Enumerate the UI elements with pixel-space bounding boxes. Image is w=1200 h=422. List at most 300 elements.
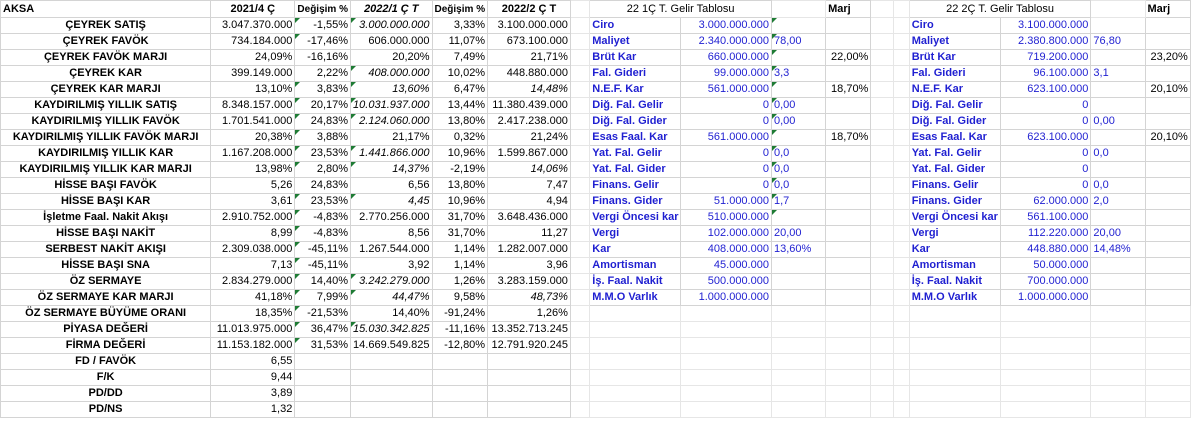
income2-marj-header[interactable]: Marj: [1145, 1, 1190, 18]
change-1-cell[interactable]: 2,80%: [295, 162, 351, 178]
empty-cell[interactable]: [894, 338, 910, 354]
value-2022-2-cell[interactable]: 1.599.867.000: [488, 146, 571, 162]
empty-cell[interactable]: [1091, 306, 1145, 322]
income2-marj2-cell[interactable]: [1145, 98, 1190, 114]
col-header-change-2[interactable]: Değişim %: [432, 1, 488, 18]
change-1-cell[interactable]: 2,22%: [295, 66, 351, 82]
empty-cell[interactable]: [1145, 338, 1190, 354]
income1-marj2-cell[interactable]: 22,00%: [826, 50, 871, 66]
empty-cell[interactable]: [590, 402, 681, 418]
change-2-cell[interactable]: 10,96%: [432, 146, 488, 162]
income1-label-cell[interactable]: M.M.O Varlık: [590, 290, 681, 306]
change-1-cell[interactable]: -45,11%: [295, 242, 351, 258]
value-2022-1-cell[interactable]: 13,60%: [351, 82, 432, 98]
income2-value-cell[interactable]: 1.000.000.000: [1000, 290, 1090, 306]
spacer-cell[interactable]: [894, 258, 910, 274]
income1-value-cell[interactable]: 99.000.000: [681, 66, 771, 82]
income2-value-cell[interactable]: 561.100.000: [1000, 210, 1090, 226]
income2-marj1-cell[interactable]: [1091, 18, 1145, 34]
empty-cell[interactable]: [909, 370, 1000, 386]
income1-label-cell[interactable]: N.E.F. Kar: [590, 82, 681, 98]
change-1-cell[interactable]: -4,83%: [295, 226, 351, 242]
income1-pad[interactable]: [871, 226, 894, 242]
income2-label-cell[interactable]: Amortisman: [909, 258, 1000, 274]
value-2021-4-cell[interactable]: 1.701.541.000: [211, 114, 295, 130]
change-2-cell[interactable]: [432, 354, 488, 370]
spacer-cell[interactable]: [570, 18, 589, 34]
income1-label-cell[interactable]: Maliyet: [590, 34, 681, 50]
income1-marj1-cell[interactable]: [771, 210, 825, 226]
income2-label-cell[interactable]: N.E.F. Kar: [909, 82, 1000, 98]
income2-value-cell[interactable]: 2.380.800.000: [1000, 34, 1090, 50]
empty-cell[interactable]: [1000, 386, 1090, 402]
spacer-cell[interactable]: [894, 290, 910, 306]
income2-marj2-cell[interactable]: [1145, 274, 1190, 290]
value-2022-1-cell[interactable]: 3,92: [351, 258, 432, 274]
empty-cell[interactable]: [871, 370, 894, 386]
empty-cell[interactable]: [771, 322, 825, 338]
value-2022-2-cell[interactable]: [488, 354, 571, 370]
empty-cell[interactable]: [826, 338, 871, 354]
spacer-cell[interactable]: [894, 194, 910, 210]
income1-label-cell[interactable]: Fal. Gideri: [590, 66, 681, 82]
value-2022-1-cell[interactable]: [351, 402, 432, 418]
change-1-cell[interactable]: [295, 354, 351, 370]
change-2-cell[interactable]: 10,96%: [432, 194, 488, 210]
empty-cell[interactable]: [1091, 386, 1145, 402]
value-2022-1-cell[interactable]: 10.031.937.000: [351, 98, 432, 114]
spacer-cell[interactable]: [570, 338, 589, 354]
col-header-2021-4[interactable]: 2021/4 Ç: [211, 1, 295, 18]
empty-cell[interactable]: [771, 370, 825, 386]
income1-value-cell[interactable]: 0: [681, 114, 771, 130]
income1-marj1-cell[interactable]: [771, 290, 825, 306]
spacer-cell[interactable]: [570, 210, 589, 226]
change-2-cell[interactable]: 9,58%: [432, 290, 488, 306]
income1-pad[interactable]: [871, 82, 894, 98]
income1-label-cell[interactable]: Yat. Fal. Gelir: [590, 146, 681, 162]
value-2022-2-cell[interactable]: 448.880.000: [488, 66, 571, 82]
income2-marj1-cell[interactable]: [1091, 290, 1145, 306]
income1-pad[interactable]: [871, 146, 894, 162]
income2-label-cell[interactable]: Yat. Fal. Gider: [909, 162, 1000, 178]
change-1-cell[interactable]: 20,17%: [295, 98, 351, 114]
income1-pad[interactable]: [871, 50, 894, 66]
income2-title-cell[interactable]: 22 2Ç T. Gelir Tablosu: [909, 1, 1091, 18]
empty-cell[interactable]: [871, 402, 894, 418]
income1-value-cell[interactable]: 0: [681, 178, 771, 194]
value-2021-4-cell[interactable]: 1.167.208.000: [211, 146, 295, 162]
income2-label-cell[interactable]: Finans. Gider: [909, 194, 1000, 210]
income1-marj-pad[interactable]: [871, 1, 894, 18]
income2-label-cell[interactable]: Maliyet: [909, 34, 1000, 50]
change-1-cell[interactable]: -21,53%: [295, 306, 351, 322]
value-2022-1-cell[interactable]: [351, 354, 432, 370]
income2-label-cell[interactable]: Diğ. Fal. Gelir: [909, 98, 1000, 114]
spacer-cell[interactable]: [894, 82, 910, 98]
spacer-cell[interactable]: [570, 194, 589, 210]
income1-value-cell[interactable]: 2.340.000.000: [681, 34, 771, 50]
empty-cell[interactable]: [771, 386, 825, 402]
income1-value-cell[interactable]: 660.000.000: [681, 50, 771, 66]
income2-marj2-cell[interactable]: 20,10%: [1145, 82, 1190, 98]
income1-marj1-cell[interactable]: 78,00: [771, 34, 825, 50]
empty-cell[interactable]: [909, 386, 1000, 402]
income1-marj1-cell[interactable]: 13,60%: [771, 242, 825, 258]
change-2-cell[interactable]: [432, 370, 488, 386]
value-2021-4-cell[interactable]: 734.184.000: [211, 34, 295, 50]
row-label-cell[interactable]: KAYDIRILMIŞ YILLIK FAVÖK MARJI: [1, 130, 211, 146]
value-2022-2-cell[interactable]: 14,48%: [488, 82, 571, 98]
spacer-cell[interactable]: [894, 1, 910, 18]
income2-marj1-cell[interactable]: 2,0: [1091, 194, 1145, 210]
value-2021-4-cell[interactable]: 41,18%: [211, 290, 295, 306]
income2-marj1-cell[interactable]: 20,00: [1091, 226, 1145, 242]
value-2022-2-cell[interactable]: 3.648.436.000: [488, 210, 571, 226]
income2-marj1-cell[interactable]: 0,0: [1091, 146, 1145, 162]
spacer-cell[interactable]: [570, 322, 589, 338]
change-2-cell[interactable]: 6,47%: [432, 82, 488, 98]
income2-value-cell[interactable]: 700.000.000: [1000, 274, 1090, 290]
spacer-cell[interactable]: [894, 210, 910, 226]
change-2-cell[interactable]: 7,49%: [432, 50, 488, 66]
change-1-cell[interactable]: -45,11%: [295, 258, 351, 274]
income1-marj1-cell[interactable]: 0,0: [771, 146, 825, 162]
income1-pad[interactable]: [871, 194, 894, 210]
empty-cell[interactable]: [894, 370, 910, 386]
empty-cell[interactable]: [1000, 338, 1090, 354]
income1-marj1-cell[interactable]: 3,3: [771, 66, 825, 82]
income2-label-cell[interactable]: Finans. Gelir: [909, 178, 1000, 194]
value-2021-4-cell[interactable]: 13,10%: [211, 82, 295, 98]
value-2022-1-cell[interactable]: [351, 386, 432, 402]
spacer-cell[interactable]: [894, 114, 910, 130]
value-2022-2-cell[interactable]: [488, 370, 571, 386]
value-2022-2-cell[interactable]: 11,27: [488, 226, 571, 242]
income2-marj1-cell[interactable]: [1091, 210, 1145, 226]
value-2021-4-cell[interactable]: 20,38%: [211, 130, 295, 146]
income1-value-cell[interactable]: 1.000.000.000: [681, 290, 771, 306]
value-2022-2-cell[interactable]: 21,71%: [488, 50, 571, 66]
empty-cell[interactable]: [590, 322, 681, 338]
value-2022-1-cell[interactable]: 1.441.866.000: [351, 146, 432, 162]
income1-marj1-cell[interactable]: [771, 18, 825, 34]
row-label-cell[interactable]: FİRMA DEĞERİ: [1, 338, 211, 354]
empty-cell[interactable]: [1000, 370, 1090, 386]
change-1-cell[interactable]: -1,55%: [295, 18, 351, 34]
value-2021-4-cell[interactable]: 2.309.038.000: [211, 242, 295, 258]
spacer-cell[interactable]: [570, 1, 589, 18]
income2-marj2-cell[interactable]: [1145, 66, 1190, 82]
change-1-cell[interactable]: 7,99%: [295, 290, 351, 306]
income2-value-cell[interactable]: 623.100.000: [1000, 130, 1090, 146]
spacer-cell[interactable]: [570, 354, 589, 370]
row-label-cell[interactable]: FD / FAVÖK: [1, 354, 211, 370]
change-2-cell[interactable]: [432, 402, 488, 418]
change-2-cell[interactable]: 11,07%: [432, 34, 488, 50]
value-2022-1-cell[interactable]: 2.124.060.000: [351, 114, 432, 130]
empty-cell[interactable]: [826, 370, 871, 386]
empty-cell[interactable]: [681, 322, 771, 338]
income2-label-cell[interactable]: Kar: [909, 242, 1000, 258]
income2-marj2-cell[interactable]: [1145, 258, 1190, 274]
value-2022-2-cell[interactable]: 3,96: [488, 258, 571, 274]
income1-pad[interactable]: [871, 114, 894, 130]
row-label-cell[interactable]: SERBEST NAKİT AKIŞI: [1, 242, 211, 258]
empty-cell[interactable]: [771, 306, 825, 322]
empty-cell[interactable]: [681, 402, 771, 418]
spacer-cell[interactable]: [894, 146, 910, 162]
value-2022-2-cell[interactable]: 1,26%: [488, 306, 571, 322]
empty-cell[interactable]: [1000, 354, 1090, 370]
row-label-cell[interactable]: PİYASA DEĞERİ: [1, 322, 211, 338]
row-label-cell[interactable]: ÇEYREK KAR: [1, 66, 211, 82]
empty-cell[interactable]: [894, 354, 910, 370]
empty-cell[interactable]: [681, 370, 771, 386]
income1-label-cell[interactable]: Diğ. Fal. Gider: [590, 114, 681, 130]
income1-marj2-cell[interactable]: [826, 34, 871, 50]
income2-marj2-cell[interactable]: [1145, 18, 1190, 34]
income1-marj1-cell[interactable]: 0,00: [771, 114, 825, 130]
income2-marj1-cell[interactable]: 3,1: [1091, 66, 1145, 82]
value-2021-4-cell[interactable]: 11.013.975.000: [211, 322, 295, 338]
empty-cell[interactable]: [1145, 354, 1190, 370]
empty-cell[interactable]: [1091, 338, 1145, 354]
value-2021-4-cell[interactable]: 5,26: [211, 178, 295, 194]
change-2-cell[interactable]: 1,14%: [432, 242, 488, 258]
value-2021-4-cell[interactable]: 7,13: [211, 258, 295, 274]
empty-cell[interactable]: [871, 354, 894, 370]
value-2022-2-cell[interactable]: [488, 402, 571, 418]
empty-cell[interactable]: [681, 386, 771, 402]
empty-cell[interactable]: [871, 306, 894, 322]
value-2022-2-cell[interactable]: 48,73%: [488, 290, 571, 306]
spacer-cell[interactable]: [570, 82, 589, 98]
empty-cell[interactable]: [826, 322, 871, 338]
empty-cell[interactable]: [826, 402, 871, 418]
income2-value-cell[interactable]: 3.100.000.000: [1000, 18, 1090, 34]
spacer-cell[interactable]: [894, 162, 910, 178]
empty-cell[interactable]: [871, 338, 894, 354]
value-2021-4-cell[interactable]: 11.153.182.000: [211, 338, 295, 354]
income1-label-cell[interactable]: Kar: [590, 242, 681, 258]
change-2-cell[interactable]: -11,16%: [432, 322, 488, 338]
value-2022-1-cell[interactable]: [351, 370, 432, 386]
empty-cell[interactable]: [826, 306, 871, 322]
income1-title-pad[interactable]: [771, 1, 825, 18]
row-label-cell[interactable]: PD/DD: [1, 386, 211, 402]
income1-pad[interactable]: [871, 210, 894, 226]
income1-title-cell[interactable]: 22 1Ç T. Gelir Tablosu: [590, 1, 772, 18]
value-2022-1-cell[interactable]: 3.000.000.000: [351, 18, 432, 34]
income1-marj1-cell[interactable]: 0,0: [771, 162, 825, 178]
spacer-cell[interactable]: [570, 114, 589, 130]
income2-marj1-cell[interactable]: 76,80: [1091, 34, 1145, 50]
income2-marj1-cell[interactable]: [1091, 130, 1145, 146]
income2-marj1-cell[interactable]: 0,00: [1091, 114, 1145, 130]
row-label-cell[interactable]: F/K: [1, 370, 211, 386]
spacer-cell[interactable]: [570, 226, 589, 242]
value-2022-1-cell[interactable]: 21,17%: [351, 130, 432, 146]
spacer-cell[interactable]: [894, 242, 910, 258]
income2-marj1-cell[interactable]: 0,0: [1091, 178, 1145, 194]
value-2021-4-cell[interactable]: 1,32: [211, 402, 295, 418]
income2-value-cell[interactable]: 62.000.000: [1000, 194, 1090, 210]
row-label-cell[interactable]: KAYDIRILMIŞ YILLIK KAR: [1, 146, 211, 162]
value-2022-1-cell[interactable]: 4,45: [351, 194, 432, 210]
value-2022-1-cell[interactable]: 6,56: [351, 178, 432, 194]
value-2022-1-cell[interactable]: 2.770.256.000: [351, 210, 432, 226]
empty-cell[interactable]: [909, 306, 1000, 322]
row-label-cell[interactable]: HİSSE BAŞI SNA: [1, 258, 211, 274]
empty-cell[interactable]: [894, 306, 910, 322]
income1-value-cell[interactable]: 102.000.000: [681, 226, 771, 242]
income1-marj2-cell[interactable]: [826, 178, 871, 194]
value-2021-4-cell[interactable]: 18,35%: [211, 306, 295, 322]
empty-cell[interactable]: [826, 354, 871, 370]
spacer-cell[interactable]: [570, 34, 589, 50]
spacer-cell[interactable]: [894, 18, 910, 34]
change-2-cell[interactable]: 3,33%: [432, 18, 488, 34]
income2-value-cell[interactable]: 112.220.000: [1000, 226, 1090, 242]
income2-marj1-cell[interactable]: [1091, 98, 1145, 114]
value-2021-4-cell[interactable]: 2.834.279.000: [211, 274, 295, 290]
value-2021-4-cell[interactable]: 6,55: [211, 354, 295, 370]
income1-pad[interactable]: [871, 18, 894, 34]
income2-marj2-cell[interactable]: [1145, 162, 1190, 178]
income1-label-cell[interactable]: İş. Faal. Nakit: [590, 274, 681, 290]
value-2022-1-cell[interactable]: 44,47%: [351, 290, 432, 306]
income1-marj1-cell[interactable]: 0,0: [771, 178, 825, 194]
income1-marj2-cell[interactable]: [826, 114, 871, 130]
empty-cell[interactable]: [1091, 402, 1145, 418]
empty-cell[interactable]: [1000, 306, 1090, 322]
change-1-cell[interactable]: 23,53%: [295, 146, 351, 162]
income1-marj2-cell[interactable]: [826, 146, 871, 162]
income1-marj2-cell[interactable]: [826, 162, 871, 178]
row-label-cell[interactable]: ÇEYREK KAR MARJI: [1, 82, 211, 98]
empty-cell[interactable]: [590, 386, 681, 402]
value-2021-4-cell[interactable]: 8.348.157.000: [211, 98, 295, 114]
empty-cell[interactable]: [771, 354, 825, 370]
spacer-cell[interactable]: [894, 50, 910, 66]
income1-marj1-cell[interactable]: 0,00: [771, 98, 825, 114]
value-2022-2-cell[interactable]: 13.352.713.245: [488, 322, 571, 338]
income1-label-cell[interactable]: Finans. Gider: [590, 194, 681, 210]
empty-cell[interactable]: [871, 386, 894, 402]
spacer-cell[interactable]: [570, 306, 589, 322]
income1-value-cell[interactable]: 500.000.000: [681, 274, 771, 290]
empty-cell[interactable]: [771, 402, 825, 418]
income2-marj2-cell[interactable]: [1145, 210, 1190, 226]
value-2022-1-cell[interactable]: 14,40%: [351, 306, 432, 322]
income1-label-cell[interactable]: Ciro: [590, 18, 681, 34]
col-header-2022-2[interactable]: 2022/2 Ç T: [488, 1, 571, 18]
spacer-cell[interactable]: [894, 178, 910, 194]
value-2022-1-cell[interactable]: 15.030.342.825: [351, 322, 432, 338]
row-label-cell[interactable]: ÖZ SERMAYE KAR MARJI: [1, 290, 211, 306]
spacer-cell[interactable]: [570, 258, 589, 274]
change-1-cell[interactable]: -16,16%: [295, 50, 351, 66]
value-2021-4-cell[interactable]: 3,61: [211, 194, 295, 210]
row-label-cell[interactable]: KAYDIRILMIŞ YILLIK FAVÖK: [1, 114, 211, 130]
income2-title-pad[interactable]: [1091, 1, 1145, 18]
value-2022-1-cell[interactable]: 3.242.279.000: [351, 274, 432, 290]
income2-value-cell[interactable]: 623.100.000: [1000, 82, 1090, 98]
income1-pad[interactable]: [871, 290, 894, 306]
change-1-cell[interactable]: 24,83%: [295, 178, 351, 194]
income1-value-cell[interactable]: 561.000.000: [681, 82, 771, 98]
empty-cell[interactable]: [1000, 402, 1090, 418]
income2-label-cell[interactable]: Vergi Öncesi kar: [909, 210, 1000, 226]
row-label-cell[interactable]: KAYDIRILMIŞ YILLIK KAR MARJI: [1, 162, 211, 178]
change-1-cell[interactable]: 31,53%: [295, 338, 351, 354]
income1-pad[interactable]: [871, 274, 894, 290]
spacer-cell[interactable]: [570, 98, 589, 114]
change-1-cell[interactable]: 36,47%: [295, 322, 351, 338]
empty-cell[interactable]: [871, 322, 894, 338]
spacer-cell[interactable]: [894, 274, 910, 290]
empty-cell[interactable]: [1145, 370, 1190, 386]
income1-pad[interactable]: [871, 130, 894, 146]
income1-marj2-cell[interactable]: [826, 194, 871, 210]
row-label-cell[interactable]: ÇEYREK FAVÖK: [1, 34, 211, 50]
income1-pad[interactable]: [871, 258, 894, 274]
empty-cell[interactable]: [826, 386, 871, 402]
empty-cell[interactable]: [590, 370, 681, 386]
spacer-cell[interactable]: [570, 242, 589, 258]
spacer-cell[interactable]: [570, 402, 589, 418]
income2-marj1-cell[interactable]: 14,48%: [1091, 242, 1145, 258]
empty-cell[interactable]: [894, 402, 910, 418]
row-label-cell[interactable]: ÖZ SERMAYE BÜYÜME ORANI: [1, 306, 211, 322]
income1-value-cell[interactable]: 3.000.000.000: [681, 18, 771, 34]
empty-cell[interactable]: [1000, 322, 1090, 338]
spacer-cell[interactable]: [570, 146, 589, 162]
col-header-change-1[interactable]: Değişim %: [295, 1, 351, 18]
income1-pad[interactable]: [871, 178, 894, 194]
value-2022-2-cell[interactable]: 12.791.920.245: [488, 338, 571, 354]
income1-pad[interactable]: [871, 66, 894, 82]
row-label-cell[interactable]: HİSSE BAŞI NAKİT: [1, 226, 211, 242]
income2-value-cell[interactable]: 448.880.000: [1000, 242, 1090, 258]
income2-marj1-cell[interactable]: [1091, 258, 1145, 274]
empty-cell[interactable]: [1091, 370, 1145, 386]
spacer-cell[interactable]: [570, 290, 589, 306]
income1-marj1-cell[interactable]: [771, 50, 825, 66]
spacer-cell[interactable]: [570, 162, 589, 178]
income2-value-cell[interactable]: 0: [1000, 114, 1090, 130]
income1-marj2-cell[interactable]: [826, 210, 871, 226]
value-2022-1-cell[interactable]: 606.000.000: [351, 34, 432, 50]
change-1-cell[interactable]: [295, 386, 351, 402]
income1-pad[interactable]: [871, 34, 894, 50]
income2-label-cell[interactable]: Fal. Gideri: [909, 66, 1000, 82]
income1-value-cell[interactable]: 0: [681, 162, 771, 178]
change-2-cell[interactable]: 10,02%: [432, 66, 488, 82]
empty-cell[interactable]: [1091, 354, 1145, 370]
value-2022-2-cell[interactable]: [488, 386, 571, 402]
income1-marj2-cell[interactable]: 18,70%: [826, 130, 871, 146]
spacer-cell[interactable]: [570, 386, 589, 402]
spacer-cell[interactable]: [570, 178, 589, 194]
empty-cell[interactable]: [1145, 306, 1190, 322]
empty-cell[interactable]: [1091, 322, 1145, 338]
income1-value-cell[interactable]: 510.000.000: [681, 210, 771, 226]
income2-marj2-cell[interactable]: [1145, 242, 1190, 258]
empty-cell[interactable]: [681, 354, 771, 370]
change-2-cell[interactable]: 13,80%: [432, 178, 488, 194]
